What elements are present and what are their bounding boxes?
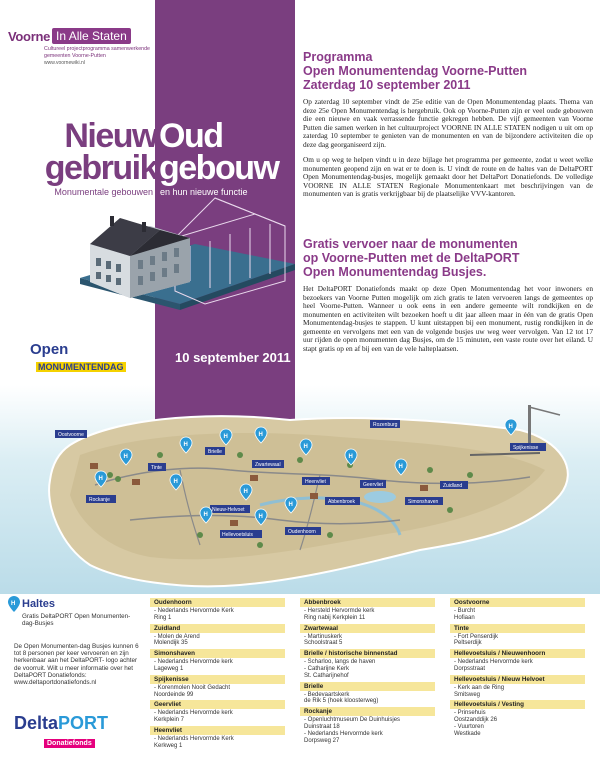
map-label-simonshaven: Simonshaven [408, 499, 439, 505]
svg-text:H: H [98, 476, 103, 482]
map-label-heenvliet: Heenvliet [305, 479, 326, 485]
map-label-zuidland: Zuidland [443, 483, 463, 489]
stop-address: - Burcht Hofiaan [454, 608, 476, 621]
stop-entry [150, 624, 285, 648]
title-gebruik: gebruik [44, 149, 157, 187]
program-section [303, 50, 593, 199]
stop-place-name: Brielle / historische binnenstad [300, 649, 435, 658]
map-label-geervliet: Geervliet [363, 482, 384, 488]
stops-section [0, 594, 600, 763]
stop-address: - Nederlands Hervormde Kerk Kerkweg 1 [154, 735, 234, 749]
stop-place-name: Hellevoetsluis / Vesting [450, 700, 585, 709]
map-label-oostvoorne: Oostvoorne [58, 432, 84, 438]
svg-text:H: H [348, 454, 353, 460]
stop-address: - Molen de Arend Molendijk 35 [154, 633, 200, 647]
map-label-tinte: Tinte [151, 465, 162, 471]
program-heading-line3: Zaterdag 10 september 2011 [303, 78, 471, 92]
stop-entry [450, 598, 585, 622]
stop-place-name: Spijkenisse [150, 675, 285, 684]
svg-text:H: H [243, 489, 248, 495]
svg-text:H: H [288, 502, 293, 508]
stop-entry [150, 700, 285, 724]
omd-logo-open: Open [30, 341, 69, 358]
deltaport-donatiefonds-logo [14, 714, 139, 750]
map-label-spijkenisse: Spijkenisse [513, 445, 539, 451]
deltaport-logo-delta: Delta [14, 713, 59, 733]
transport-heading-line2: op Voorne-Putten met de DeltaPORT [303, 251, 520, 265]
svg-text:H: H [258, 432, 263, 438]
stops-intro: Gratis DeltaPORT Open Monumenten-dag-Busjes [22, 613, 131, 628]
map-label-zwartewaal: Zwartewaal [255, 462, 281, 468]
program-paragraph-1: Op zaterdag 10 september vindt de 25e editie van de Open Monumentendag plaats. Thema van deze 25e Open Monumentendag is hergebruik. Ook op Voorne-Putten zijn er veel oude gebouwen die een nieuwe en vaak verrassende functie gekregen hebben. De vijf gemeenten van Voorne Putten die samen werken in het cultuurproject VOORNE IN ALLE STATEN nodigen u uit om op zaterdag 10 september te genieten van de monumenten en van de bijzondere activiteiten die op deze dag georganiseerd zijn. [303, 97, 593, 149]
logo-url: www.voornewiki.nl [44, 60, 85, 66]
stop-entry [450, 675, 585, 699]
stop-place-name: Zuidland [150, 624, 285, 633]
transport-section [303, 237, 593, 353]
svg-text:H: H [203, 512, 208, 518]
logo-tagline: Cultureel projectprogramma samenwerkende gemeenten Voorne-Putten [44, 46, 150, 59]
title-oud: Oud [159, 117, 223, 155]
stop-place-name: Hellevoetsluis / Nieuwenhoorn [450, 649, 585, 658]
stop-entry [300, 624, 435, 648]
title-gebouw: gebouw [159, 149, 279, 187]
map-label-oudenhoorn: Oudenhoorn [288, 529, 316, 535]
program-heading [303, 50, 593, 92]
program-heading-line2: Open Monumentendag Voorne-Putten [303, 64, 528, 78]
stop-place-name: Simonshaven [150, 649, 285, 658]
stop-place-name: Tinte [450, 624, 585, 633]
svg-text:H: H [303, 444, 308, 450]
stop-address: - Hersteld Hervormde kerk Ring nabij Kerkplein 11 [304, 608, 375, 621]
stop-entry [150, 675, 285, 699]
voorne-in-alle-staten-logo [8, 28, 158, 66]
stop-entry [300, 707, 435, 744]
stop-place-name: Heenvliet [150, 726, 285, 735]
stop-address: - Openluchtmuseum De Duinhuisjes Duinstraat 18 - Nederlands Hervormde kerk Dorpsweg 27 [304, 717, 401, 744]
transport-heading-line1: Gratis vervoer naar de monumenten [303, 237, 518, 251]
map-label-nieuw-helvoet: Nieuw-Helvoet [212, 507, 245, 513]
stop-address: - Nederlands Hervormde kerk Kerkplein 7 [154, 710, 233, 724]
svg-text:H: H [223, 434, 228, 440]
stop-entry [300, 682, 435, 706]
program-heading-line1: Programma [303, 50, 373, 64]
stops-column-3 [450, 598, 585, 740]
svg-text:H: H [508, 424, 513, 430]
svg-text:H: H [123, 454, 128, 460]
svg-text:H: H [173, 479, 178, 485]
map-label-hellevoetsluis: Hellevoetsluis [222, 532, 253, 538]
stop-address: - Bedevaartskerk de Rik 5 (hoek kloosterweg) [304, 691, 379, 705]
svg-text:H: H [398, 464, 403, 470]
svg-text:H: H [11, 601, 16, 607]
transport-heading [303, 237, 593, 279]
svg-text:H: H [258, 514, 263, 520]
stop-address: - Prinsehuis Oostzanddijk 26 - Vuurtoren Westkade [454, 710, 498, 737]
stop-place-name: Abbenbroek [300, 598, 435, 607]
stop-entry [300, 598, 435, 622]
logo-brand-b: In Alle Staten [52, 28, 131, 44]
event-date: 10 september 2011 [175, 350, 291, 365]
stop-place-name: Hellevoetsluis / Nieuw Helvoet [450, 675, 585, 684]
transport-paragraph: Het DeltaPORT Donatiefonds maakt op deze Open Monumentendag het voor inwoners en bezoekers van Voorne Putten mogelijk om zich gratis te laten vervoeren langs de gemeentes op heel Voorne-Putten. Wanneer u ook eens in een andere gemeente wilt rondkijken en de monumenten en activiteiten wilt bezoeken hoeft u dit jaar alleen maar in één van de gratis Open Monumentendag-busjes te stappen. U kunt uitstappen bij een monument, rustig rondkijken in de gemeente en vervolgens met een van de volgende busjes uw weg weer vervolgen. Van 12 tot 17 uur rijden de open monumenten dag Busjes, om de 15 minuten, een vaste route over het eiland. U stapt gratis op en af bij een van de vele halteplaatsen. [303, 284, 593, 353]
subtitle-left: Monumentale gebouwen [54, 187, 153, 197]
deltaport-logo-port: PORT [58, 713, 109, 733]
map-label-rozenburg: Rozenburg [373, 422, 398, 428]
subtitle-right: en hun nieuwe functie [160, 187, 248, 197]
stop-address: - Kerk aan de Ring Smitsweg [454, 684, 505, 698]
program-paragraph-2: Om u op weg te helpen vindt u in deze bijlage het programma per gemeente, zodat u weet welke monumenten geopend zijn en wat er te doen is. U vindt de route en de haltes van de DeltaPORT Open Monumentendag-busjes, mogelijk gemaakt door het DeltaPort Donatiefonds. De volledige VOORNE IN ALLE STATEN Regionale Monumentenkaart met beschrijvingen van de monumenten van is gratis verkrijgbaar bij de plaatselijke VVV-kantoren. [303, 155, 593, 198]
svg-text:H: H [183, 442, 188, 448]
title-nieuw: Nieuw [64, 117, 157, 155]
stop-entry [150, 598, 285, 622]
stops-column-1 [150, 598, 285, 752]
stop-entry [450, 624, 585, 648]
stop-entry [450, 649, 585, 673]
omd-logo-monumentendag: MONUMENTENDAG [38, 362, 124, 372]
map-label-brielle: Brielle [208, 449, 222, 455]
open-monumentendag-logo [30, 341, 124, 375]
transport-heading-line3: Open Monumentendag Busjes. [303, 265, 487, 279]
stops-info-text: De Open Monumenten-dag Busjes kunnen 6 tot 8 personen per keer vervoeren en zijn herkenbaar aan het DeltaPORT- logo achter de voorruit. Wilt u meer informatie over het DeltaPORT Donatiefonds: www.deltaportdonatiefonds.nl [14, 643, 139, 687]
stop-place-name: Oudenhoorn [150, 598, 285, 607]
deltaport-logo-donatiefonds: Donatiefonds [44, 739, 95, 748]
stop-address: - Scharloo, langs de haven - Catharijne Kerk St. Catharijnehof [304, 659, 376, 679]
stops-column-2 [300, 598, 435, 746]
stop-place-name: Rockanje [300, 707, 435, 716]
bus-stop-pin-icon [8, 596, 20, 612]
stop-place-name: Zwartewaal [300, 624, 435, 633]
stop-entry [150, 649, 285, 673]
logo-brand-a: Voorne [8, 28, 51, 44]
stop-entry [150, 726, 285, 750]
stop-address: - Nederlands Hervormde Kerk Ring 1 [154, 608, 234, 621]
map-label-abbenbroek: Abbenbroek [328, 499, 355, 505]
stop-place-name: Brielle [300, 682, 435, 691]
map-label-rockanje: Rockanje [89, 497, 110, 503]
stop-entry [450, 700, 585, 737]
stop-address: - Fort Penserdijk Peltserdijk [454, 633, 499, 647]
stop-entry [300, 649, 435, 679]
stop-place-name: Oostvoorne [450, 598, 585, 607]
stop-place-name: Geervliet [150, 700, 285, 709]
island-route-map [0, 385, 600, 600]
stop-address: - Nederlands Hervormde kerk Dorpsstraat [454, 659, 533, 672]
historic-building-illustration [80, 186, 295, 314]
stop-address: - Martinuskerk Schoolstraat 5 [304, 633, 343, 647]
stop-address: - Nederlands Hervormde kerk Lageweg 1 [154, 659, 233, 672]
stops-title: Haltes [22, 598, 56, 610]
stop-address: - Korenmolen Nooit Gedacht Noordeinde 99 [154, 684, 231, 698]
